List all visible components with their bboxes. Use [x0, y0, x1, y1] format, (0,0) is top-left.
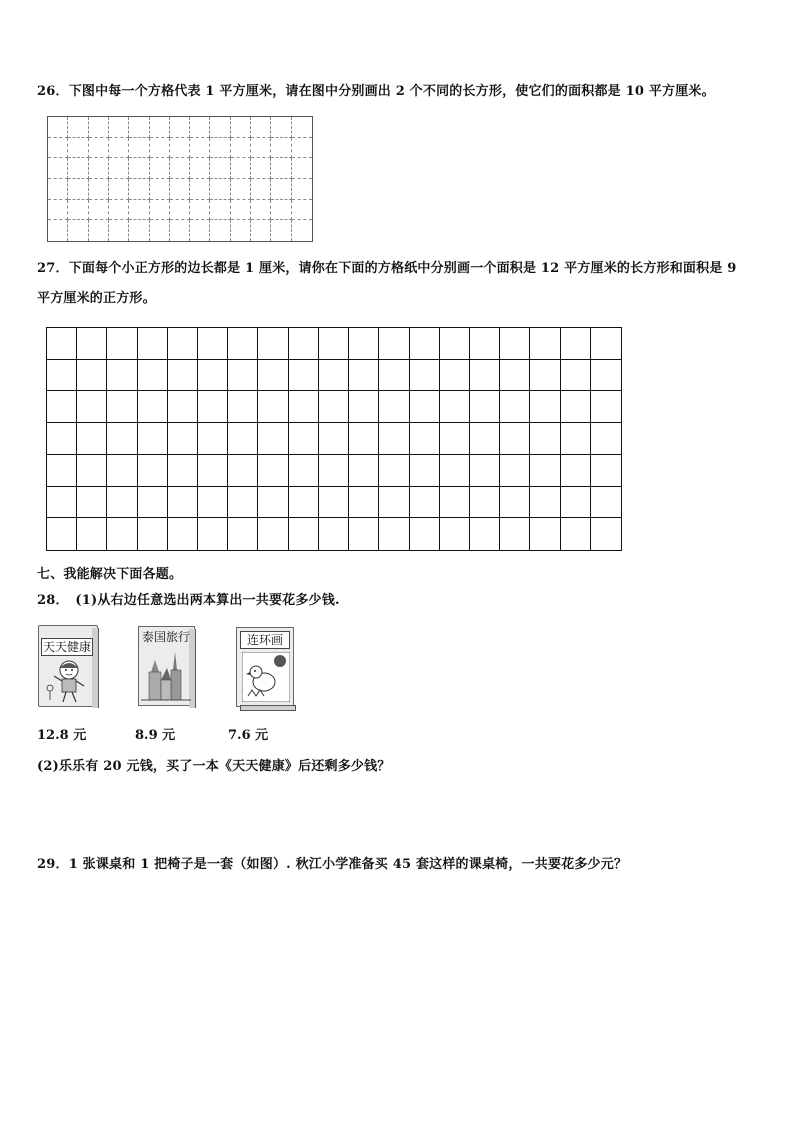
grid-cell[interactable]: [410, 391, 440, 423]
grid-cell[interactable]: [228, 423, 258, 455]
book-title: 天天健康: [42, 640, 91, 654]
grid-cell[interactable]: [48, 158, 68, 179]
q27-square-grid[interactable]: [46, 327, 622, 551]
grid-cell[interactable]: [500, 423, 530, 455]
grid-cell[interactable]: [271, 117, 291, 138]
grid-cell[interactable]: [561, 455, 591, 487]
grid-cell[interactable]: [470, 391, 500, 423]
grid-cell[interactable]: [530, 518, 560, 550]
grid-cell[interactable]: [530, 487, 560, 519]
grid-cell[interactable]: [138, 518, 168, 550]
grid-cell[interactable]: [190, 117, 210, 138]
grid-cell[interactable]: [47, 328, 77, 360]
grid-cell[interactable]: [410, 423, 440, 455]
grid-cell[interactable]: [228, 328, 258, 360]
grid-cell[interactable]: [210, 200, 230, 221]
grid-cell[interactable]: [89, 158, 109, 179]
grid-cell[interactable]: [271, 220, 291, 241]
grid-cell[interactable]: [379, 518, 409, 550]
grid-cell[interactable]: [168, 328, 198, 360]
grid-cell[interactable]: [107, 487, 137, 519]
grid-cell[interactable]: [68, 179, 88, 200]
grid-cell[interactable]: [289, 455, 319, 487]
q27-text-line1: 27．下面每个小正方形的边长都是 1 厘米，请你在下面的方格纸中分别画一个面积是 12 平方厘米的长方形和面积是 9: [37, 261, 737, 276]
grid-cell[interactable]: [319, 391, 349, 423]
grid-cell[interactable]: [198, 518, 228, 550]
grid-cell[interactable]: [319, 518, 349, 550]
grid-cell[interactable]: [228, 487, 258, 519]
q26-dashed-grid[interactable]: [47, 116, 313, 242]
grid-cell[interactable]: [210, 138, 230, 159]
book-page-edge: [240, 705, 296, 711]
grid-cell[interactable]: [48, 220, 68, 241]
grid-cell[interactable]: [319, 455, 349, 487]
grid-cell[interactable]: [68, 138, 88, 159]
grid-cell[interactable]: [271, 200, 291, 221]
book-title: 连环画: [240, 631, 290, 649]
grid-cell[interactable]: [258, 455, 288, 487]
grid-cell[interactable]: [77, 487, 107, 519]
grid-cell[interactable]: [258, 391, 288, 423]
grid-cell[interactable]: [440, 455, 470, 487]
grid-cell[interactable]: [561, 487, 591, 519]
q27-text-line2: 平方厘米的正方形。: [37, 291, 156, 306]
section-heading: 七、我能解决下面各题。: [37, 567, 183, 582]
grid-cell[interactable]: [591, 328, 621, 360]
grid-cell[interactable]: [150, 138, 170, 159]
grid-cell[interactable]: [379, 487, 409, 519]
grid-cell[interactable]: [440, 328, 470, 360]
book-tiantian-jiankang: [38, 625, 100, 709]
grid-cell[interactable]: [251, 179, 271, 200]
grid-cell[interactable]: [319, 328, 349, 360]
grid-cell[interactable]: [251, 158, 271, 179]
grid-cell[interactable]: [258, 360, 288, 392]
grid-cell[interactable]: [89, 138, 109, 159]
grid-cell[interactable]: [107, 328, 137, 360]
grid-cell[interactable]: [379, 455, 409, 487]
boy-illustration-icon: [42, 658, 92, 704]
grid-cell[interactable]: [410, 518, 440, 550]
grid-cell[interactable]: [168, 487, 198, 519]
grid-cell[interactable]: [561, 328, 591, 360]
grid-cell[interactable]: [138, 360, 168, 392]
grid-cell[interactable]: [109, 117, 129, 138]
q29-text: 29．1 张课桌和 1 把椅子是一套（如图）. 秋江小学准备买 45 套这样的课桌椅，一共要花多少元？: [37, 857, 628, 872]
grid-cell[interactable]: [190, 200, 210, 221]
grid-cell[interactable]: [48, 117, 68, 138]
book-title: 泰国旅行: [141, 630, 190, 644]
grid-cell[interactable]: [561, 391, 591, 423]
grid-cell[interactable]: [410, 328, 440, 360]
grid-cell[interactable]: [500, 391, 530, 423]
grid-cell[interactable]: [170, 138, 190, 159]
grid-cell[interactable]: [168, 518, 198, 550]
grid-cell[interactable]: [47, 360, 77, 392]
grid-cell[interactable]: [470, 518, 500, 550]
grid-cell[interactable]: [168, 391, 198, 423]
grid-cell[interactable]: [231, 220, 251, 241]
grid-cell[interactable]: [198, 360, 228, 392]
grid-cell[interactable]: [231, 117, 251, 138]
grid-cell[interactable]: [500, 518, 530, 550]
grid-cell[interactable]: [47, 518, 77, 550]
grid-cell[interactable]: [251, 138, 271, 159]
grid-cell[interactable]: [138, 455, 168, 487]
grid-cell[interactable]: [107, 455, 137, 487]
grid-cell[interactable]: [379, 423, 409, 455]
grid-cell[interactable]: [319, 360, 349, 392]
grid-cell[interactable]: [77, 423, 107, 455]
bird-sun-illustration-icon: [242, 652, 290, 702]
grid-cell[interactable]: [107, 360, 137, 392]
grid-cell[interactable]: [138, 487, 168, 519]
grid-cell[interactable]: [228, 391, 258, 423]
grid-cell[interactable]: [168, 423, 198, 455]
grid-cell[interactable]: [190, 158, 210, 179]
grid-cell[interactable]: [170, 179, 190, 200]
grid-cell[interactable]: [231, 200, 251, 221]
grid-cell[interactable]: [292, 117, 312, 138]
grid-cell[interactable]: [170, 200, 190, 221]
grid-cell[interactable]: [150, 200, 170, 221]
grid-cell[interactable]: [198, 423, 228, 455]
grid-cell[interactable]: [198, 487, 228, 519]
book-spine: [92, 628, 99, 708]
grid-cell[interactable]: [561, 423, 591, 455]
grid-cell[interactable]: [129, 158, 149, 179]
grid-cell[interactable]: [289, 518, 319, 550]
grid-cell[interactable]: [258, 328, 288, 360]
grid-cell[interactable]: [129, 200, 149, 221]
grid-cell[interactable]: [231, 138, 251, 159]
grid-cell[interactable]: [500, 455, 530, 487]
grid-cell[interactable]: [109, 220, 129, 241]
grid-cell[interactable]: [89, 200, 109, 221]
grid-cell[interactable]: [292, 220, 312, 241]
grid-cell[interactable]: [258, 487, 288, 519]
grid-cell[interactable]: [47, 455, 77, 487]
grid-cell[interactable]: [530, 455, 560, 487]
grid-cell[interactable]: [561, 360, 591, 392]
grid-cell[interactable]: [68, 158, 88, 179]
book-lianhuanhua: [236, 627, 298, 713]
grid-cell[interactable]: [210, 158, 230, 179]
grid-cell[interactable]: [210, 179, 230, 200]
grid-cell[interactable]: [190, 220, 210, 241]
grid-cell[interactable]: [289, 391, 319, 423]
grid-cell[interactable]: [349, 328, 379, 360]
grid-cell[interactable]: [591, 423, 621, 455]
grid-cell[interactable]: [289, 423, 319, 455]
grid-cell[interactable]: [89, 179, 109, 200]
grid-cell[interactable]: [349, 391, 379, 423]
grid-cell[interactable]: [530, 423, 560, 455]
book-price: 12.8 元: [37, 728, 87, 743]
grid-cell[interactable]: [48, 200, 68, 221]
grid-cell[interactable]: [349, 487, 379, 519]
grid-cell[interactable]: [129, 179, 149, 200]
grid-cell[interactable]: [48, 179, 68, 200]
grid-cell[interactable]: [150, 158, 170, 179]
grid-cell[interactable]: [470, 423, 500, 455]
grid-cell[interactable]: [379, 328, 409, 360]
grid-cell[interactable]: [470, 360, 500, 392]
temple-illustration-icon: [141, 650, 191, 704]
grid-cell[interactable]: [349, 360, 379, 392]
grid-cell[interactable]: [271, 179, 291, 200]
grid-cell[interactable]: [168, 455, 198, 487]
grid-cell[interactable]: [109, 179, 129, 200]
grid-cell[interactable]: [591, 360, 621, 392]
grid-cell[interactable]: [77, 360, 107, 392]
grid-cell[interactable]: [47, 487, 77, 519]
grid-cell[interactable]: [292, 138, 312, 159]
grid-cell[interactable]: [251, 117, 271, 138]
grid-cell[interactable]: [292, 179, 312, 200]
grid-cell[interactable]: [150, 220, 170, 241]
grid-cell[interactable]: [319, 487, 349, 519]
grid-cell[interactable]: [89, 220, 109, 241]
grid-cell[interactable]: [319, 423, 349, 455]
grid-cell[interactable]: [410, 455, 440, 487]
grid-cell[interactable]: [210, 117, 230, 138]
grid-cell[interactable]: [190, 179, 210, 200]
grid-cell[interactable]: [170, 117, 190, 138]
grid-cell[interactable]: [292, 158, 312, 179]
grid-cell[interactable]: [530, 391, 560, 423]
grid-cell[interactable]: [198, 328, 228, 360]
grid-cell[interactable]: [129, 117, 149, 138]
grid-cell[interactable]: [48, 138, 68, 159]
grid-cell[interactable]: [228, 455, 258, 487]
grid-cell[interactable]: [77, 518, 107, 550]
grid-cell[interactable]: [228, 360, 258, 392]
grid-cell[interactable]: [591, 455, 621, 487]
grid-cell[interactable]: [190, 138, 210, 159]
book-taiguo-lvxing: [138, 626, 198, 710]
grid-cell[interactable]: [228, 518, 258, 550]
grid-cell[interactable]: [170, 220, 190, 241]
q26-text: 26．下图中每一个方格代表 1 平方厘米，请在图中分别画出 2 个不同的长方形，使它们的面积都是 10 平方厘米。: [37, 84, 715, 99]
grid-cell[interactable]: [349, 423, 379, 455]
grid-cell[interactable]: [591, 487, 621, 519]
grid-cell[interactable]: [289, 487, 319, 519]
grid-cell[interactable]: [440, 391, 470, 423]
grid-cell[interactable]: [379, 360, 409, 392]
grid-cell[interactable]: [258, 423, 288, 455]
grid-cell[interactable]: [470, 455, 500, 487]
grid-cell[interactable]: [47, 391, 77, 423]
grid-cell[interactable]: [470, 328, 500, 360]
q28-part1-text: 28． (1)从右边任意选出两本算出一共要花多少钱.: [37, 593, 340, 608]
grid-cell[interactable]: [150, 179, 170, 200]
grid-cell[interactable]: [68, 220, 88, 241]
grid-cell[interactable]: [210, 220, 230, 241]
grid-cell[interactable]: [89, 117, 109, 138]
grid-cell[interactable]: [440, 423, 470, 455]
grid-cell[interactable]: [591, 391, 621, 423]
grid-cell[interactable]: [77, 391, 107, 423]
grid-cell[interactable]: [349, 518, 379, 550]
grid-cell[interactable]: [500, 360, 530, 392]
grid-cell[interactable]: [68, 200, 88, 221]
grid-cell[interactable]: [251, 220, 271, 241]
grid-cell[interactable]: [107, 423, 137, 455]
grid-cell[interactable]: [440, 518, 470, 550]
grid-cell[interactable]: [349, 455, 379, 487]
grid-cell[interactable]: [107, 391, 137, 423]
grid-cell[interactable]: [77, 455, 107, 487]
grid-cell[interactable]: [129, 220, 149, 241]
grid-cell[interactable]: [107, 518, 137, 550]
grid-cell[interactable]: [168, 360, 198, 392]
grid-cell[interactable]: [251, 200, 271, 221]
grid-cell[interactable]: [150, 117, 170, 138]
book-price: 8.9 元: [135, 728, 176, 743]
grid-cell[interactable]: [231, 179, 251, 200]
grid-cell[interactable]: [470, 487, 500, 519]
grid-cell[interactable]: [170, 158, 190, 179]
grid-cell[interactable]: [410, 360, 440, 392]
grid-cell[interactable]: [68, 117, 88, 138]
grid-cell[interactable]: [198, 391, 228, 423]
grid-cell[interactable]: [500, 328, 530, 360]
grid-cell[interactable]: [198, 455, 228, 487]
grid-cell[interactable]: [440, 360, 470, 392]
grid-cell[interactable]: [77, 328, 107, 360]
grid-cell[interactable]: [410, 487, 440, 519]
grid-cell[interactable]: [561, 518, 591, 550]
grid-cell[interactable]: [271, 138, 291, 159]
grid-cell[interactable]: [138, 328, 168, 360]
grid-cell[interactable]: [292, 200, 312, 221]
grid-cell[interactable]: [109, 200, 129, 221]
grid-cell[interactable]: [231, 158, 251, 179]
grid-cell[interactable]: [109, 158, 129, 179]
grid-cell[interactable]: [530, 360, 560, 392]
grid-cell[interactable]: [129, 138, 149, 159]
grid-cell[interactable]: [258, 518, 288, 550]
grid-cell[interactable]: [440, 487, 470, 519]
grid-cell[interactable]: [109, 138, 129, 159]
grid-cell[interactable]: [271, 158, 291, 179]
grid-cell[interactable]: [289, 328, 319, 360]
grid-cell[interactable]: [500, 487, 530, 519]
grid-cell[interactable]: [591, 518, 621, 550]
grid-cell[interactable]: [138, 423, 168, 455]
book-price: 7.6 元: [228, 728, 269, 743]
grid-cell[interactable]: [138, 391, 168, 423]
grid-cell[interactable]: [289, 360, 319, 392]
q28-part2-text: (2)乐乐有 20 元钱，买了一本《天天健康》后还剩多少钱？: [37, 759, 391, 774]
grid-cell[interactable]: [530, 328, 560, 360]
grid-cell[interactable]: [379, 391, 409, 423]
grid-cell[interactable]: [47, 423, 77, 455]
